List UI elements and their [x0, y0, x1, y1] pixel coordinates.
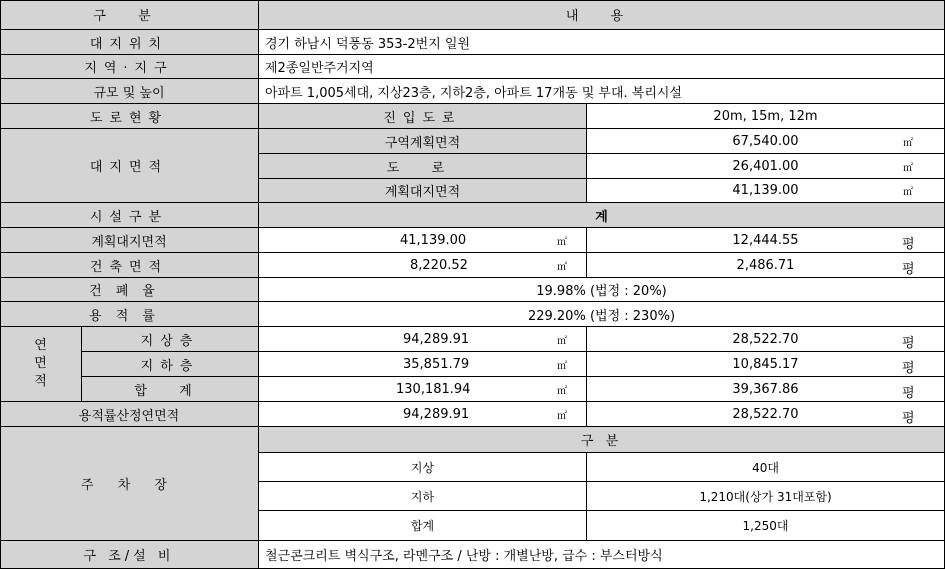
- site-area-unit: ㎡: [903, 138, 913, 149]
- far-floor-py-unit: 평: [902, 411, 915, 426]
- far-value: 229.20% (법정 : 230%): [259, 302, 945, 327]
- header-content: [259, 0, 945, 30]
- site-area-item-value: [587, 129, 945, 154]
- coverage-value: 19.98% (법정 : 20%): [259, 278, 945, 302]
- facility-label: 시설구분: [0, 203, 259, 228]
- site-area-item-value: [587, 154, 945, 179]
- floor-row-py-unit: 평: [902, 386, 915, 401]
- far-floor-py-cell: [587, 402, 945, 427]
- facility-total-header: 계: [259, 203, 945, 228]
- floor-row-m2: 35,851.79: [403, 357, 470, 372]
- site-location-label: 대지위치: [0, 30, 259, 55]
- zone-label: 지역·지구: [0, 55, 259, 79]
- floor-row-py-unit: 평: [902, 361, 915, 376]
- parking-header: 구 분: [259, 427, 945, 453]
- floor-area-label: [0, 327, 82, 402]
- floor-row-label: 합 계: [82, 377, 259, 402]
- site-area-unit: ㎡: [903, 163, 913, 174]
- coverage-label: 건폐율: [0, 278, 259, 302]
- road-value: 20m, 15m, 12m: [587, 104, 945, 129]
- building-area-py-unit: 평: [902, 262, 915, 277]
- floor-row-py-cell: [587, 352, 945, 377]
- building-area-label: 건축면적: [0, 253, 259, 278]
- site-area-number: 26,401.00: [732, 158, 799, 174]
- header-category-text: 구 분: [93, 9, 165, 24]
- site-location-value: 경기 하남시 덕풍동 353-2번지 일원: [259, 30, 945, 55]
- floor-row-m2-unit: ㎡: [557, 336, 567, 347]
- road-label: 도로현황: [0, 104, 259, 129]
- site-area-item-label: 구역계획면적: [259, 129, 587, 154]
- planned-site-label: 계획대지면적: [0, 228, 259, 253]
- floor-row-py: 39,367.86: [732, 381, 799, 397]
- site-area-number: 41,139.00: [732, 183, 799, 198]
- parking-row-value: 1,250대: [587, 511, 945, 541]
- floor-area-label-char: 연: [34, 338, 47, 353]
- floor-row-py: 28,522.70: [732, 331, 799, 347]
- floor-area-label-char: 면: [34, 356, 47, 371]
- far-floor-m2-unit: ㎡: [557, 411, 567, 422]
- site-area-unit: ㎡: [903, 187, 913, 198]
- zone-value: 제2종일반주거지역: [259, 55, 945, 79]
- site-area-item-value: [587, 179, 945, 203]
- planned-site-py: 12,444.55: [732, 232, 799, 248]
- scale-label: 규모 및 높이: [0, 79, 259, 104]
- building-area-m2: 8,220.52: [410, 258, 468, 273]
- building-area-py-cell: [587, 253, 945, 278]
- header-category: [0, 0, 259, 30]
- site-area-number: 67,540.00: [732, 133, 799, 149]
- structure-value: 철근콘크리트 벽식구조, 라멘구조 / 난방 : 개별난방, 급수 : 부스터방식: [259, 541, 945, 569]
- site-area-item-label: 도 로: [259, 154, 587, 179]
- parking-row-value: 40대: [587, 453, 945, 482]
- planned-site-m2: 41,139.00: [400, 233, 467, 248]
- floor-area-label-char: 적: [34, 374, 47, 389]
- floor-row-py-unit: 평: [902, 336, 915, 351]
- far-label: 용적률: [0, 302, 259, 327]
- parking-row-label: 지상: [259, 453, 587, 482]
- floor-row-m2-unit: ㎡: [557, 361, 567, 372]
- planned-site-m2-unit: ㎡: [557, 237, 567, 248]
- planned-site-py-unit: 평: [902, 237, 915, 252]
- floor-row-label: 지하층: [82, 352, 259, 377]
- far-floor-m2: 94,289.91: [403, 407, 470, 422]
- floor-row-label: 지상층: [82, 327, 259, 352]
- site-area-item-label: 계획대지면적: [259, 179, 587, 203]
- site-area-label: 대지면적: [0, 129, 259, 203]
- floor-row-m2: 94,289.91: [403, 332, 470, 347]
- parking-row-value: 1,210대(상가 31대포함): [587, 482, 945, 511]
- scale-value: 아파트 1,005세대, 지상23층, 지하2층, 아파트 17개동 및 부대. 복리시설: [259, 79, 945, 104]
- far-floor-label: 용적률산정연면적: [0, 402, 259, 427]
- far-floor-py: 28,522.70: [732, 406, 799, 422]
- header-content-text: 내 용: [565, 9, 638, 24]
- building-area-py: 2,486.71: [736, 257, 795, 273]
- structure-label: 구 조/설 비: [0, 541, 259, 569]
- floor-row-py-cell: [587, 377, 945, 402]
- road-sub-label: 진입도로: [259, 104, 587, 129]
- planned-site-py-cell: [587, 228, 945, 253]
- parking-label: 주 차 장: [0, 427, 259, 541]
- floor-row-py-cell: [587, 327, 945, 352]
- floor-row-py: 10,845.17: [732, 356, 799, 372]
- floor-row-m2: 130,181.94: [396, 382, 471, 397]
- floor-row-m2-unit: ㎡: [557, 386, 567, 397]
- parking-row-label: 지하: [259, 482, 587, 511]
- parking-row-label: 합계: [259, 511, 587, 541]
- building-area-m2-unit: ㎡: [557, 262, 567, 273]
